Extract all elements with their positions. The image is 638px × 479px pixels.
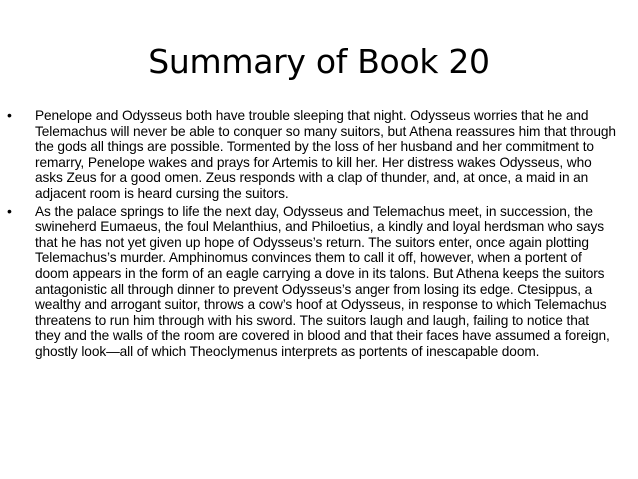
slide-title: Summary of Book 20 xyxy=(148,42,490,81)
bullet-text: As the palace springs to life the next day, Odysseus and Telemachus meet, in succession, the swineherd Eumaeus, the foul Melanthius, and Philoetius, a kindly and loyal herdsman who says that he has not yet given up hope of Odysseus’s return. The suitors enter, once again plotting Telemachus’s murder. Amphinomus convinces them to call it off, however, when a portent of doom appears in the form of an eagle carrying a dove in its talons. But Athena keeps the suitors antagonistic all through dinner to prevent Odysseus’s anger from losing its edge. Ctesippus, a wealthy and arrogant suitor, throws a cow’s hoof at Odysseus, in response to which Telemachus threatens to run him through with his sword. The suitors laugh and laugh, failing to notice that they and the walls of the room are covered in blood and that their faces have assumed a foreign, ghostly look—all of which Theoclymenus interprets as portents of inescapable doom. xyxy=(35,203,610,359)
bullet-list xyxy=(0,108,638,362)
bullet-item-1 xyxy=(0,108,638,202)
bullet-text: Penelope and Odysseus both have trouble sleeping that night. Odysseus worries that he and Telemachus will never be able to conquer so many suitors, but Athena reassures him that through the gods all things are possible. Tormented by the loss of her husband and her commitment to remarry, Penelope wakes and prays for Artemis to kill her. Her distress wakes Odysseus, who asks Zeus for a good omen. Zeus responds with a clap of thunder, and, at once, a maid in an adjacent room is heard cursing the suitors. xyxy=(35,108,616,201)
bullet-marker: • xyxy=(7,202,12,219)
bullet-marker: • xyxy=(7,107,12,123)
bullet-item-2 xyxy=(0,204,638,360)
